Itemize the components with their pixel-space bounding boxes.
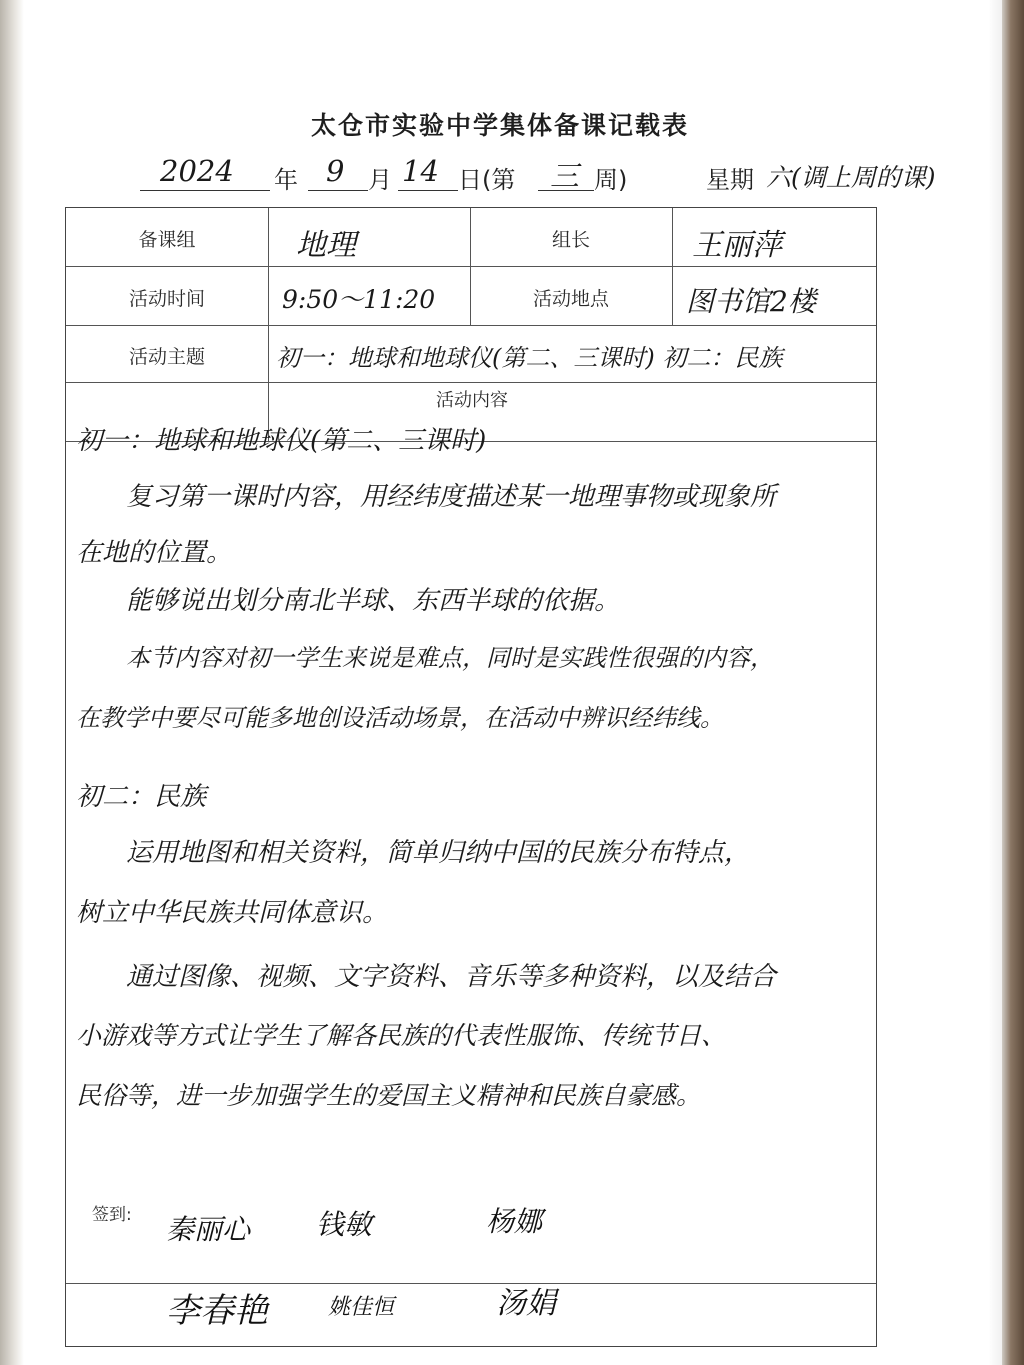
- theme-value: 初一：地球和地球仪(第二、三课时) 初二：民族: [276, 344, 783, 372]
- content-line: 小游戏等方式让学生了解各民族的代表性服饰、传统节日、: [76, 1021, 727, 1050]
- content-line: 本节内容对初一学生来说是难点，同时是实践性很强的内容，: [126, 644, 774, 672]
- content-line: 初二：民族: [76, 782, 207, 812]
- content-line: 能够说出划分南北半球、东西半球的依据。: [126, 586, 621, 616]
- col-divider: [672, 208, 673, 325]
- content-line: 在地的位置。: [76, 538, 233, 568]
- page-edge-shade: [988, 0, 1002, 1365]
- signature: 杨娜: [486, 1205, 543, 1238]
- form-title: 太仓市实验中学集体备课记载表: [310, 111, 689, 140]
- leader-value: 王丽萍: [692, 228, 782, 263]
- row-divider: [66, 266, 876, 267]
- content-line: 运用地图和相关资料，简单归纳中国的民族分布特点，: [126, 838, 751, 868]
- year-suffix: 年: [274, 166, 298, 194]
- content-line: 初一：地球和地球仪(第二、三课时): [76, 426, 487, 456]
- content-line: 复习第一课时内容，用经纬度描述某一地理事物或现象所: [126, 482, 777, 512]
- signature: 钱敏: [316, 1208, 373, 1241]
- day-suffix: 日(第: [458, 166, 516, 194]
- signature: 秦丽心: [166, 1213, 251, 1246]
- desk-edge: [1002, 0, 1024, 1365]
- content-line: 民俗等，进一步加强学生的爱国主义精神和民族自豪感。: [76, 1081, 702, 1110]
- month-value: 9: [326, 154, 345, 188]
- leader-label: 组长: [551, 229, 590, 251]
- group-value: 地理: [296, 228, 356, 263]
- signature: 汤娟: [496, 1286, 556, 1321]
- date-line: [140, 150, 980, 198]
- content-line: 通过图像、视频、文字资料、音乐等多种资料，以及结合: [126, 962, 777, 992]
- week-value: 三: [550, 159, 580, 193]
- signin-label: 签到:: [92, 1205, 132, 1225]
- notebook-spine-shadow: [0, 0, 24, 1365]
- content-line: 树立中华民族共同体意识。: [76, 898, 389, 928]
- weekday-value: 六(调上周的课): [766, 163, 936, 192]
- signature: 姚佳恒: [328, 1295, 395, 1320]
- row-divider: [66, 325, 876, 326]
- place-value: 图书馆2楼: [686, 285, 816, 318]
- year-value: 2024: [160, 154, 234, 188]
- theme-label: 活动主题: [128, 346, 205, 368]
- lesson-prep-table: [65, 207, 877, 1347]
- time-value: 9:50～11:20: [282, 285, 436, 314]
- group-label: 备课组: [138, 229, 196, 251]
- content-label: 活动内容: [436, 390, 508, 411]
- day-value: 14: [402, 154, 439, 188]
- signature: 李春艳: [166, 1291, 268, 1331]
- place-label: 活动地点: [532, 288, 609, 310]
- content-line: 在教学中要尽可能多地创设活动场景，在活动中辨识经纬线。: [76, 704, 724, 732]
- month-suffix: 月: [368, 166, 392, 194]
- time-label: 活动时间: [128, 288, 205, 310]
- weekday-label: 星期: [706, 166, 754, 194]
- row-divider: [66, 382, 876, 383]
- week-suffix: 周): [594, 166, 628, 194]
